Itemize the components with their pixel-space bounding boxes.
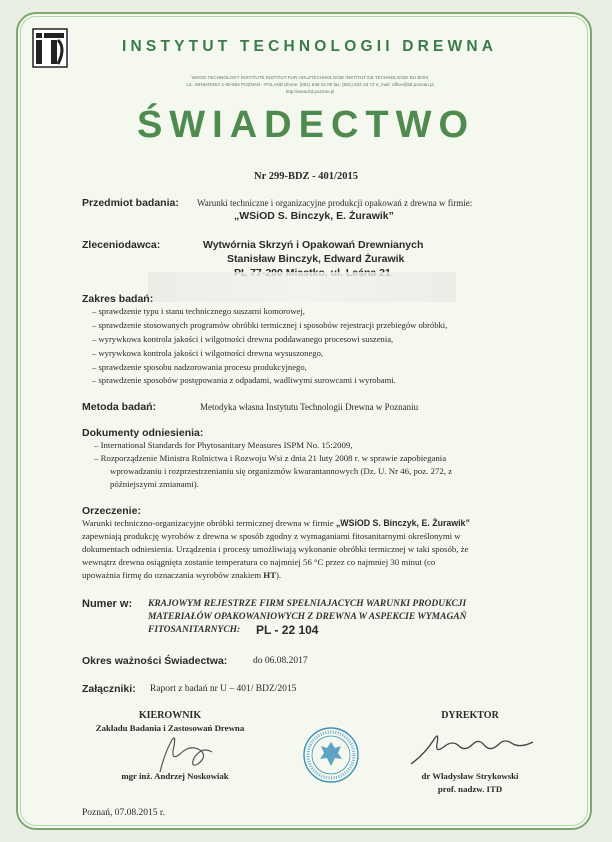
institute-website: http://www.itd.poznan.pl [285, 89, 335, 94]
zakres-item: – sprawdzenie sposobu nadzorowania procesu produkcyjnego, [92, 362, 307, 372]
document-title: ŚWIADECTWO [136, 104, 476, 146]
zalaczniki-label: Załączniki: [82, 683, 136, 695]
metoda-text: Metodyka własna Instytutu Technologii Drewna w Poznaniu [200, 402, 419, 412]
registry-number: PL - 22 104 [256, 623, 319, 637]
orzeczenie-line3: dokumentach odniesienia. Urządzenia i procesy umożliwiają wykonanie obróbki termicznej w taki sposób, że [82, 544, 469, 554]
dokumenty-item-cont: wprowadzaniu i rozprzestrzenianiu się organizmów kwarantannowych (Dz. U. Nr 46, poz. 272, z [110, 466, 453, 476]
przedmiot-text: Warunki techniczne i organizacyjne produkcji opakowań z drewna w firmie: [197, 198, 473, 208]
numer-line2: MATERIAŁÓW OPAKOWANIOWYCH Z DREWNA W ASPEKCIE WYMAGAŃ [148, 612, 467, 622]
dokumenty-item: – International Standards for Phytosanitary Measures ISPM No. 15:2009, [94, 440, 353, 450]
zakres-item: – wyrywkowa kontrola jakości i wilgotności drewna wysuszonego, [92, 348, 324, 358]
itd-logo-icon [32, 28, 68, 68]
faded-area [148, 272, 456, 302]
waznosc-label: Okres ważności Świadectwa: [82, 655, 228, 667]
left-signature-icon [150, 732, 230, 776]
zakres-label: Zakres badań: [82, 293, 154, 305]
institute-name: INSTYTUT TECHNOLOGII DREWNA [122, 38, 498, 55]
zakres-item: – sprawdzenie sposobów postępowania z odpadami, wadliwymi surowcami i wyrobami. [92, 375, 396, 385]
zleceniodawca-line1: Wytwórnia Skrzyń i Opakowań Drewnianych [203, 239, 424, 251]
zleceniodawca-label: Zleceniodawca: [82, 239, 161, 251]
zalaczniki-value: Raport z badań nr U – 401/ BDZ/2015 [150, 684, 297, 694]
numer-label: Numer w: [82, 598, 133, 610]
left-signatory-name: mgr inż. Andrzej Noskowiak [121, 771, 229, 781]
certificate-number: Nr 299-BDZ - 401/2015 [254, 171, 358, 182]
przedmiot-firm: „WSiOD S. Binczyk, E. Żurawik” [234, 210, 394, 222]
waznosc-value: do 06.08.2017 [253, 656, 308, 666]
right-signature-icon [405, 724, 545, 768]
orzeczenie-line5: upoważnia firmę do oznaczania wyrobów znakiem HT). [82, 570, 282, 580]
zakres-item: – wyrywkowa kontrola jakości i wilgotności drewna poddawanego procesowi suszenia, [92, 334, 394, 344]
zleceniodawca-line2: Stanisław Binczyk, Edward Żurawik [227, 253, 405, 265]
orzeczenie-label: Orzeczenie: [82, 505, 141, 517]
przedmiot-label: Przedmiot badania: [82, 197, 179, 209]
dokumenty-item: – Rozporządzenie Ministra Rolnictwa i Rozwoju Wsi z dnia 21 luty 2008 r. w sprawie zapobiegania [94, 453, 447, 463]
issue-place-date: Poznań, 07.08.2015 r. [82, 808, 165, 818]
official-seal-icon [302, 726, 360, 784]
dokumenty-item-cont: późniejszymi zmianami). [110, 479, 199, 489]
right-signatory-position: prof. nadzw. ITD [437, 784, 503, 794]
institute-subtitle: WOOD TECHNOLOGY INSTITUTE INSTITUT FUR HOLZTECHNOLOGIE INSTITUT DE TECHNOLOGIE DU BOIS [191, 75, 429, 80]
left-signatory-department: Zakładu Badania i Zastosowań Drewna [95, 723, 245, 733]
right-signatory-name: dr Władysław Strykowski [421, 771, 519, 781]
dokumenty-label: Dokumenty odniesienia: [82, 427, 204, 439]
numer-line3: FITOSANITARNYCH: [148, 625, 241, 635]
right-signatory-title: DYREKTOR [441, 710, 499, 721]
zakres-item: – sprawdzenie stosowanych programów obróbki termicznej i sposobów rejestracji przebiegów obróbki, [92, 320, 448, 330]
orzeczenie-line4: wewnątrz drewna osiągnięta zostanie temperatura co najmniej 56 °C przez co najmniej 30 minut (co [82, 557, 436, 567]
metoda-label: Metoda badań: [82, 401, 157, 413]
orzeczenie-line1: Warunki techniczno-organizacyjne obróbki termicznej drewna w firmie „WSiOD S. Binczyk, E. Żurawik” [82, 518, 470, 528]
numer-line1: KRAJOWYM REJESTRZE FIRM SPEŁNIAJACYCH WARUNKI PRODUKCJI [148, 599, 467, 609]
zakres-item: – sprawdzenie typu i stanu technicznego suszarni komorowej, [92, 306, 305, 316]
orzeczenie-line2: zapewniają produkcję wyrobów z drewna w sposób zgodny z wymaganiami fitosanitarnymi określonymi w [82, 531, 461, 541]
institute-address: UL. WINIARSKA 1 60-654 POZNAŃ - POLAND phone: (061) 849 24 00 fax: (061) 822 43 72 e_mail: office@itd.poznan.pl [186, 82, 434, 87]
left-signatory-title: KIEROWNIK [138, 710, 202, 721]
